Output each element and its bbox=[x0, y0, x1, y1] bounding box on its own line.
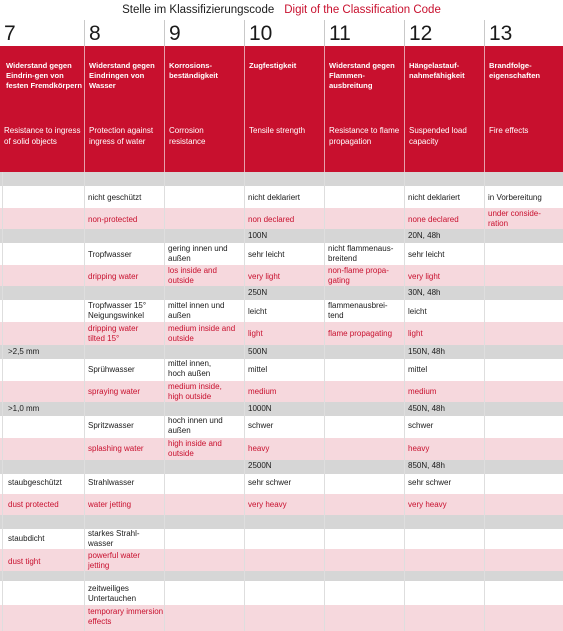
cell-c10-top: 500N bbox=[248, 347, 268, 356]
header-en-7: Resistance to ingress of solid objects bbox=[4, 126, 81, 146]
cell-c10-en: medium bbox=[248, 387, 277, 396]
grid-line bbox=[404, 172, 405, 631]
header-en-8: Protection against ingress of water bbox=[89, 126, 154, 146]
cell-c12-en: none declared bbox=[408, 215, 459, 224]
cell-c7-de: staubdicht bbox=[8, 534, 45, 543]
title-german: Stelle im Klassifizierungscode bbox=[122, 4, 275, 16]
column-number-12: 12 bbox=[404, 20, 484, 46]
header-cell-8 bbox=[84, 46, 164, 172]
title-english: Digit of the Classification Code bbox=[284, 4, 441, 16]
column-number-10: 10 bbox=[244, 20, 324, 46]
cell-c9-de: mittel innen und außen bbox=[168, 301, 225, 320]
cell-c10-top: 100N bbox=[248, 231, 268, 240]
cell-c12-en: light bbox=[408, 329, 423, 338]
cell-c12-de: nicht deklariert bbox=[408, 193, 461, 202]
header-en-10: Tensile strength bbox=[249, 126, 306, 135]
cell-c12-en: very light bbox=[408, 272, 441, 281]
cell-c8-de: nicht geschützt bbox=[88, 193, 142, 202]
column-number-8: 8 bbox=[84, 20, 164, 46]
cell-c7-en: dust tight bbox=[8, 557, 41, 566]
header-de-12: Hängelastauf-nahmefähigkeit bbox=[409, 61, 465, 81]
header-en-11: Resistance to flame propagation bbox=[329, 126, 400, 146]
cell-c7-band-label: >2,5 mm bbox=[8, 347, 40, 356]
cell-c8-en: non-protected bbox=[88, 215, 138, 224]
cell-c12-de: schwer bbox=[408, 421, 434, 430]
cell-c11-de: nicht flammenaus-breitend bbox=[328, 244, 394, 263]
cell-c12-de: sehr schwer bbox=[408, 478, 452, 487]
cell-c12-top: 30N, 48h bbox=[408, 288, 441, 297]
cell-c8-de: zeitweiliges Untertauchen bbox=[88, 584, 137, 603]
header-de-7: Widerstand gegen Eindrin-gen von festen Fremdkörpern bbox=[6, 61, 82, 91]
cell-c9-de: hoch innen und außen bbox=[168, 416, 223, 435]
cell-c9-en: high inside and outside bbox=[168, 439, 222, 458]
cell-c12-en: heavy bbox=[408, 444, 430, 453]
cell-c11-de: flammenausbrei-tend bbox=[328, 301, 388, 320]
cell-c9-en: medium inside, high outside bbox=[168, 382, 222, 401]
cell-c10-de: sehr schwer bbox=[248, 478, 292, 487]
cell-c10-top: 2500N bbox=[248, 461, 272, 470]
cell-c12-de: sehr leicht bbox=[408, 250, 445, 259]
header-en-13: Fire effects bbox=[489, 126, 529, 135]
cell-c12-en: very heavy bbox=[408, 500, 447, 509]
cell-c8-de: Strahlwasser bbox=[88, 478, 135, 487]
column-number-7: 7 bbox=[4, 22, 16, 45]
cell-c12-top: 20N, 48h bbox=[408, 231, 441, 240]
column-number-11: 11 bbox=[324, 20, 404, 46]
cell-c8-de: Spritzwasser bbox=[88, 421, 134, 430]
cell-c8-de: Tropfwasser 15° Neigungswinkel bbox=[88, 301, 147, 320]
cell-c10-en: very light bbox=[248, 272, 281, 281]
cell-c8-de: Sprühwasser bbox=[88, 365, 135, 374]
cell-c9-de: gering innen und außen bbox=[168, 244, 228, 263]
header-cell-13 bbox=[484, 46, 563, 172]
cell-c10-de: nicht deklariert bbox=[248, 193, 301, 202]
cell-c10-de: mittel bbox=[248, 365, 268, 374]
column-number-13: 13 bbox=[484, 20, 563, 46]
cell-c8-en: powerful water jetting bbox=[88, 551, 141, 570]
cell-c8-de: Tropfwasser bbox=[88, 250, 132, 259]
cell-c10-de: leicht bbox=[248, 307, 267, 316]
cell-c13-en: under conside-ration bbox=[488, 209, 541, 228]
cell-c7-band-label: >1,0 mm bbox=[8, 404, 40, 413]
cell-c10-top: 250N bbox=[248, 288, 268, 297]
cell-c10-en: very heavy bbox=[248, 500, 287, 509]
cell-c8-de: starkes Strahl-wasser bbox=[88, 529, 140, 548]
cell-c7-de: staubgeschützt bbox=[8, 478, 62, 487]
cell-c9-en: los inside and outside bbox=[168, 266, 217, 285]
grid-line bbox=[164, 172, 165, 631]
grid-line bbox=[324, 172, 325, 631]
header-en-9: Corrosion resistance bbox=[169, 126, 206, 146]
header-de-11: Widerstand gegen Flammen-ausbreitung bbox=[329, 61, 395, 91]
header-de-8: Widerstand gegen Eindringen von Wasser bbox=[89, 61, 155, 91]
header-de-13: Brandfolge-eigenschaften bbox=[489, 61, 541, 81]
header-de-9: Korrosions-beständigkeit bbox=[169, 61, 218, 81]
cell-c12-en: medium bbox=[408, 387, 437, 396]
cell-c10-de: sehr leicht bbox=[248, 250, 285, 259]
cell-c12-top: 450N, 48h bbox=[408, 404, 445, 413]
cell-c12-de: mittel bbox=[408, 365, 428, 374]
grid-line bbox=[2, 172, 3, 631]
header-de-10: Zugfestigkeit bbox=[249, 61, 297, 70]
column-number-9: 9 bbox=[164, 20, 244, 46]
cell-c9-en: medium inside and outside bbox=[168, 324, 236, 343]
cell-c8-en: water jetting bbox=[88, 500, 132, 509]
cell-c10-en: heavy bbox=[248, 444, 270, 453]
cell-c9-de: mittel innen, hoch außen bbox=[168, 359, 212, 378]
cell-c10-en: non declared bbox=[248, 215, 295, 224]
cell-c8-en: temporary immersion effects bbox=[88, 607, 164, 626]
header-cell-7 bbox=[0, 46, 84, 172]
grid-line bbox=[484, 172, 485, 631]
cell-c8-en: splashing water bbox=[88, 444, 144, 453]
header-en-12: Suspended load capacity bbox=[409, 126, 467, 146]
cell-c12-top: 850N, 48h bbox=[408, 461, 445, 470]
header-cell-11 bbox=[324, 46, 404, 172]
header-cell-12 bbox=[404, 46, 484, 172]
cell-c10-top: 1000N bbox=[248, 404, 272, 413]
cell-c8-en: dripping water tilted 15° bbox=[88, 324, 139, 343]
header-cell-9 bbox=[164, 46, 244, 172]
cell-c11-en: non-flame propa-gating bbox=[328, 266, 389, 285]
cell-c12-top: 150N, 48h bbox=[408, 347, 445, 356]
cell-c8-en: spraying water bbox=[88, 387, 141, 396]
cell-c12-de: leicht bbox=[408, 307, 427, 316]
cell-c8-en: dripping water bbox=[88, 272, 139, 281]
cell-c13-de: in Vorbereitung bbox=[488, 193, 542, 202]
cell-c7-en: dust protected bbox=[8, 500, 59, 509]
table-title bbox=[0, 0, 563, 20]
grid-line bbox=[244, 172, 245, 631]
cell-c11-en: flame propagating bbox=[328, 329, 393, 338]
header-cell-10 bbox=[244, 46, 324, 172]
cell-c10-de: schwer bbox=[248, 421, 274, 430]
cell-c10-en: light bbox=[248, 329, 263, 338]
